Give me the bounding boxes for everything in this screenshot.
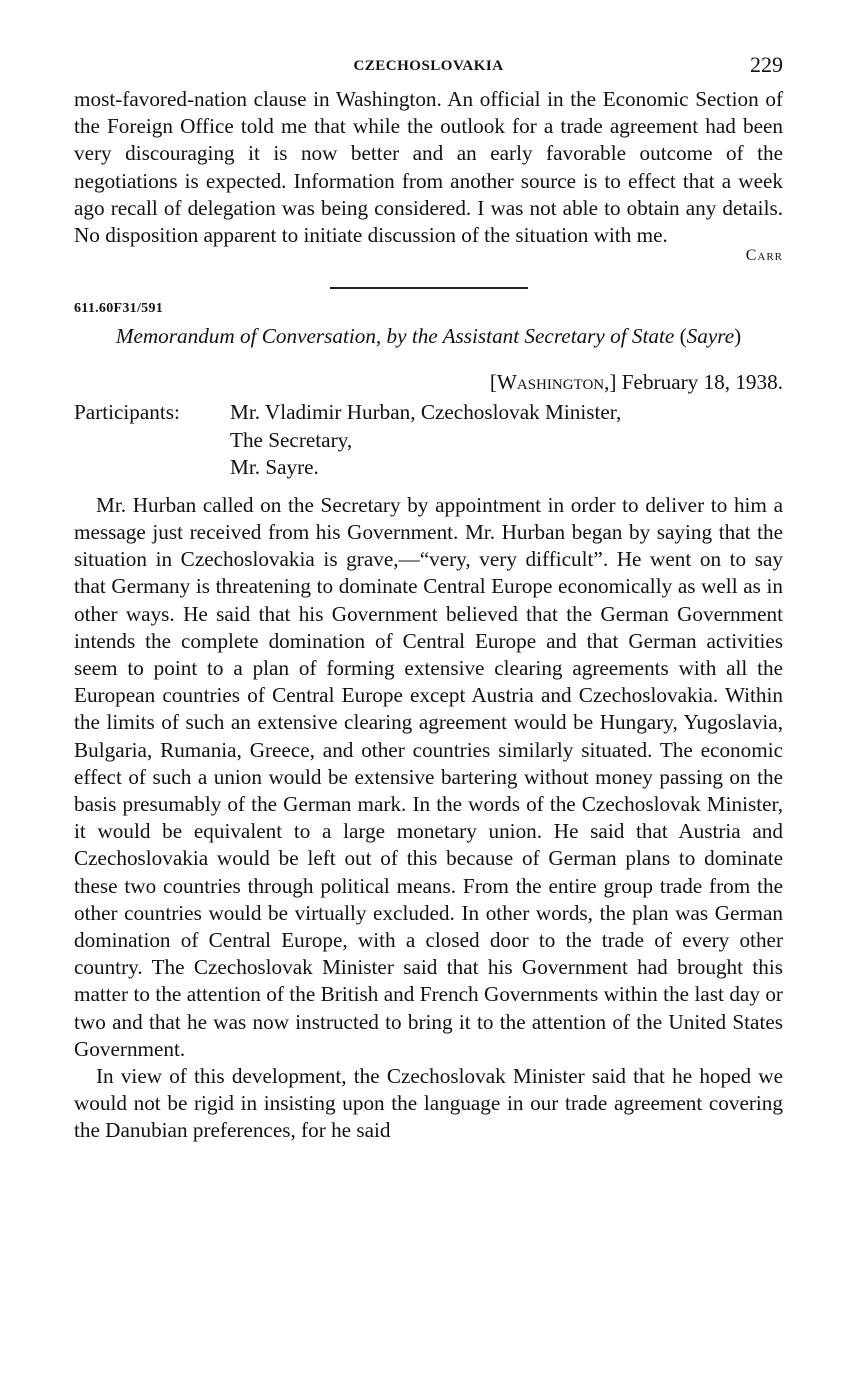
- participants-label: Participants:: [74, 400, 180, 425]
- running-header: [74, 48, 783, 86]
- running-title: CZECHOSLOVAKIA: [353, 58, 504, 74]
- dateline: [74, 370, 783, 395]
- body-paragraph: In view of this development, the Czechoslovak Minister said that he hoped we would not be rigid in insisting upon the language in our trade agreement covering the Danubian preferences, for he said: [74, 1063, 783, 1143]
- participants-block: [74, 399, 783, 482]
- section-divider: [330, 287, 528, 289]
- participant: The Secretary,: [230, 427, 353, 452]
- document-page: [74, 48, 783, 1145]
- file-reference: 611.60F31/591: [74, 301, 164, 317]
- memo-title: [74, 323, 783, 350]
- memo-title-text: Memorandum of Conversation, by the Assistant Secretary of State: [115, 324, 675, 349]
- page-number: 229: [750, 52, 783, 77]
- signature: Carr: [745, 247, 783, 265]
- dateline-place: [Washington,]: [489, 370, 617, 395]
- memo-title-close-paren: ): [734, 324, 742, 349]
- participant: Mr. Sayre.: [230, 455, 319, 480]
- memo-title-name: Sayre: [686, 324, 735, 349]
- telegram-continuation-paragraph: most-favored-nation clause in Washington. An official in the Economic Section of the Foreign Office told me that while the outlook for a trade agreement had been very discouraging it is now better and an early favorable outcome of the negotiations is expected. Information from another source is to effect that a week ago recall of delegation was being considered. I was not able to obtain any details. No disposition apparent to initiate discussion of the situation with me.: [74, 87, 783, 248]
- memo-title-open-paren: (: [679, 324, 687, 349]
- dateline-date: February 18, 1938.: [621, 370, 783, 395]
- body-paragraph: Mr. Hurban called on the Secretary by appointment in order to deliver to him a message just received from his Government. Mr. Hurban began by saying that the situation in Czechoslovakia is grave,—“very, very difficult”. He went on to say that Germany is threatening to dominate Central Europe economically as well as in other ways. He said that his Government believed that the German Government intends the complete domination of Central Europe and that German activities seem to point to a plan of forming extensive clearing agreements with all the European countries of Central Europe except Austria and Czechoslovakia. Within the limits of such an extensive clearing agreement would be Hungary, Yugoslavia, Bulgaria, Rumania, Greece, and other countries similarly situated. The economic effect of such a union would be extensive bartering without money passing on the basis presumably of the German mark. In the words of the Czechoslovak Minister, it would be equivalent to a large monetary union. He said that Austria and Czechoslovakia would be left out of this because of German plans to dominate these two countries through political means. From the entire group trade from the other countries would be virtually excluded. In other words, the plan was German domination of Central Europe, with a closed door to the trade of every other country. The Czechoslovak Minister said that his Government had brought this matter to the attention of the British and French Governments within the last day or two and that he was now instructed to bring it to the attention of the United States Government.: [74, 492, 783, 1061]
- participants-list: [230, 399, 621, 482]
- participant: Mr. Vladimir Hurban, Czechoslovak Minister,: [230, 400, 622, 425]
- memo-body: [74, 492, 783, 1145]
